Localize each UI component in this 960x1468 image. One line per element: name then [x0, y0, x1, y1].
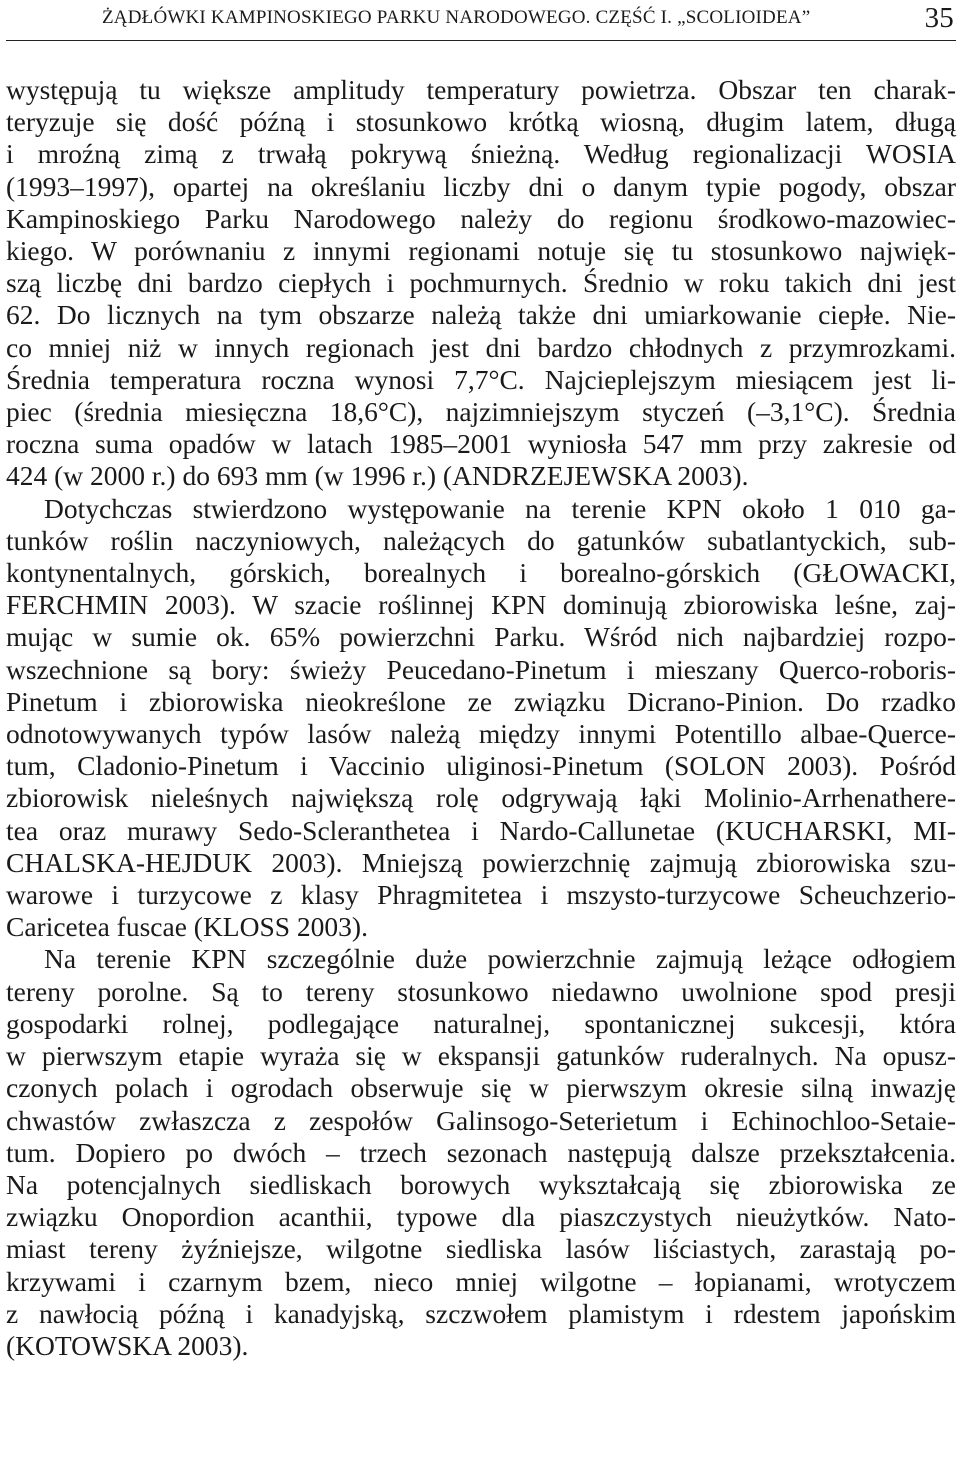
- paragraph-vegetation: [6, 493, 956, 944]
- text-line: z nawłocią późną i kanadyjską, szczwołem plamistym i rdestem japońskim: [6, 1297, 956, 1329]
- text-line: Na potencjalnych siedliskach borowych wykształcają się zbiorowiska ze: [6, 1168, 956, 1200]
- text-line: występują tu większe amplitudy temperatury powietrza. Obszar ten charak-: [6, 74, 956, 105]
- text-line: roczna suma opadów w latach 1985–2001 wyniosła 547 mm przy zakresie od: [6, 428, 956, 460]
- body-text: [6, 74, 956, 1362]
- text-line: tea oraz murawy Sedo-Scleranthetea i Nardo-Callunetae (KUCHARSKI, MI-: [6, 814, 956, 846]
- text-line: gospodarki rolnej, podlegające naturalnej, spontanicznej sukcesji, która: [6, 1007, 956, 1039]
- text-line: tum. Dopiero po dwóch – trzech sezonach następują dalsze przekształcenia.: [6, 1136, 956, 1168]
- text-line: kiego. W porównaniu z innymi regionami notuje się tu stosunkowo najwięk-: [6, 235, 956, 267]
- text-line: (1993–1997), opartej na określaniu liczby dni o danym typie pogody, obszar: [6, 170, 956, 202]
- text-line: mując w sumie ok. 65% powierzchni Parku. Wśród nich najbardziej rozpo-: [6, 621, 956, 653]
- text-line: kontynentalnych, górskich, borealnych i borealno-górskich (GŁOWACKI,: [6, 557, 956, 589]
- text-line: 424 (w 2000 r.) do 693 mm (w 1996 r.) (ANDRZEJEWSKA 2003).: [6, 460, 749, 492]
- text-line: w pierwszym etapie wyraża się w ekspansji gatunków ruderalnych. Na opusz-: [6, 1040, 956, 1072]
- text-line: teryzuje się dość późną i stosunkowo krótką wiosną, długim latem, długą: [6, 106, 956, 138]
- text-line: CHALSKA-HEJDUK 2003). Mniejszą powierzchnię zajmują zbiorowiska szu-: [6, 846, 956, 878]
- text-line: miast tereny żyźniejsze, wilgotne siedliska lasów liściastych, zarastają po-: [6, 1233, 956, 1265]
- header-rule: [6, 40, 956, 41]
- paragraph-fallow-land: [6, 943, 956, 1362]
- text-line: (KOTOWSKA 2003).: [6, 1329, 249, 1361]
- text-line: 62. Do licznych na tym obszarze należą także dni umiarkowanie ciepłe. Nie-: [6, 299, 956, 331]
- text-line: FERCHMIN 2003). W szacie roślinnej KPN dominują zbiorowiska leśne, zaj-: [6, 589, 956, 621]
- text-line: i mroźną zimą z trwałą pokrywą śnieżną. Według regionalizacji WOSIA: [6, 138, 956, 170]
- text-line: zbiorowisk nieleśnych największą rolę odgrywają łąki Molinio-Arrhenathere-: [6, 782, 956, 814]
- text-line: chwastów zwłaszcza z zespołów Galinsogo-Seterietum i Echinochloo-Setaie-: [6, 1104, 956, 1136]
- text-line: Pinetum i zbiorowiska nieokreślone ze związku Dicrano-Pinion. Do rzadko: [6, 685, 956, 717]
- text-line: Dotychczas stwierdzono występowanie na terenie KPN około 1 010 ga-: [44, 492, 956, 524]
- text-line: piec (średnia miesięczna 18,6°C), najzimniejszym styczeń (–3,1°C). Średnia: [6, 396, 956, 428]
- text-line: Średnia temperatura roczna wynosi 7,7°C. Najcieplejszym miesiącem jest li-: [6, 363, 956, 395]
- page-number: 35: [924, 2, 954, 34]
- text-line: co mniej niż w innych regionach jest dni bardzo chłodnych z przymrozkami.: [6, 331, 956, 363]
- text-line: odnotowywanych typów lasów należą między innymi Potentillo albae-Querce-: [6, 718, 956, 750]
- paragraph-climate: [6, 74, 956, 493]
- text-line: Caricetea fuscae (KLOSS 2003).: [6, 911, 368, 943]
- running-header: [6, 0, 956, 44]
- text-line: krzywami i czarnym bzem, nieco mniej wilgotne – łopianami, wrotyczem: [6, 1265, 956, 1297]
- text-line: Na terenie KPN szczególnie duże powierzchnie zajmują leżące odłogiem: [44, 943, 956, 975]
- document-page: [6, 0, 956, 1362]
- text-line: związku Onopordion acanthii, typowe dla piaszczystych nieużytków. Nato-: [6, 1201, 956, 1233]
- text-line: tum, Cladonio-Pinetum i Vaccinio uliginosi-Pinetum (SOLON 2003). Pośród: [6, 750, 956, 782]
- text-line: tereny porolne. Są to tereny stosunkowo niedawno uwolnione spod presji: [6, 975, 956, 1007]
- text-line: warowe i turzycowe z klasy Phragmitetea i mszysto-turzycowe Scheuchzerio-: [6, 879, 956, 911]
- text-line: szą liczbę dni bardzo ciepłych i pochmurnych. Średnio w roku takich dni jest: [6, 267, 956, 299]
- text-line: tunków roślin naczyniowych, należących do gatunków subatlantyckich, sub-: [6, 524, 956, 556]
- running-title: ŻĄDŁÓWKI KAMPINOSKIEGO PARKU NARODOWEGO. CZĘŚĆ I. „SCOLIOIDEA”: [102, 7, 811, 28]
- text-line: Kampinoskiego Parku Narodowego należy do regionu środkowo-mazowiec-: [6, 202, 956, 234]
- text-line: czonych polach i ogrodach obserwuje się w pierwszym okresie silną inwazję: [6, 1072, 956, 1104]
- text-line: wszechnione są bory: świeży Peucedano-Pinetum i mieszany Querco-roboris-: [6, 653, 956, 685]
